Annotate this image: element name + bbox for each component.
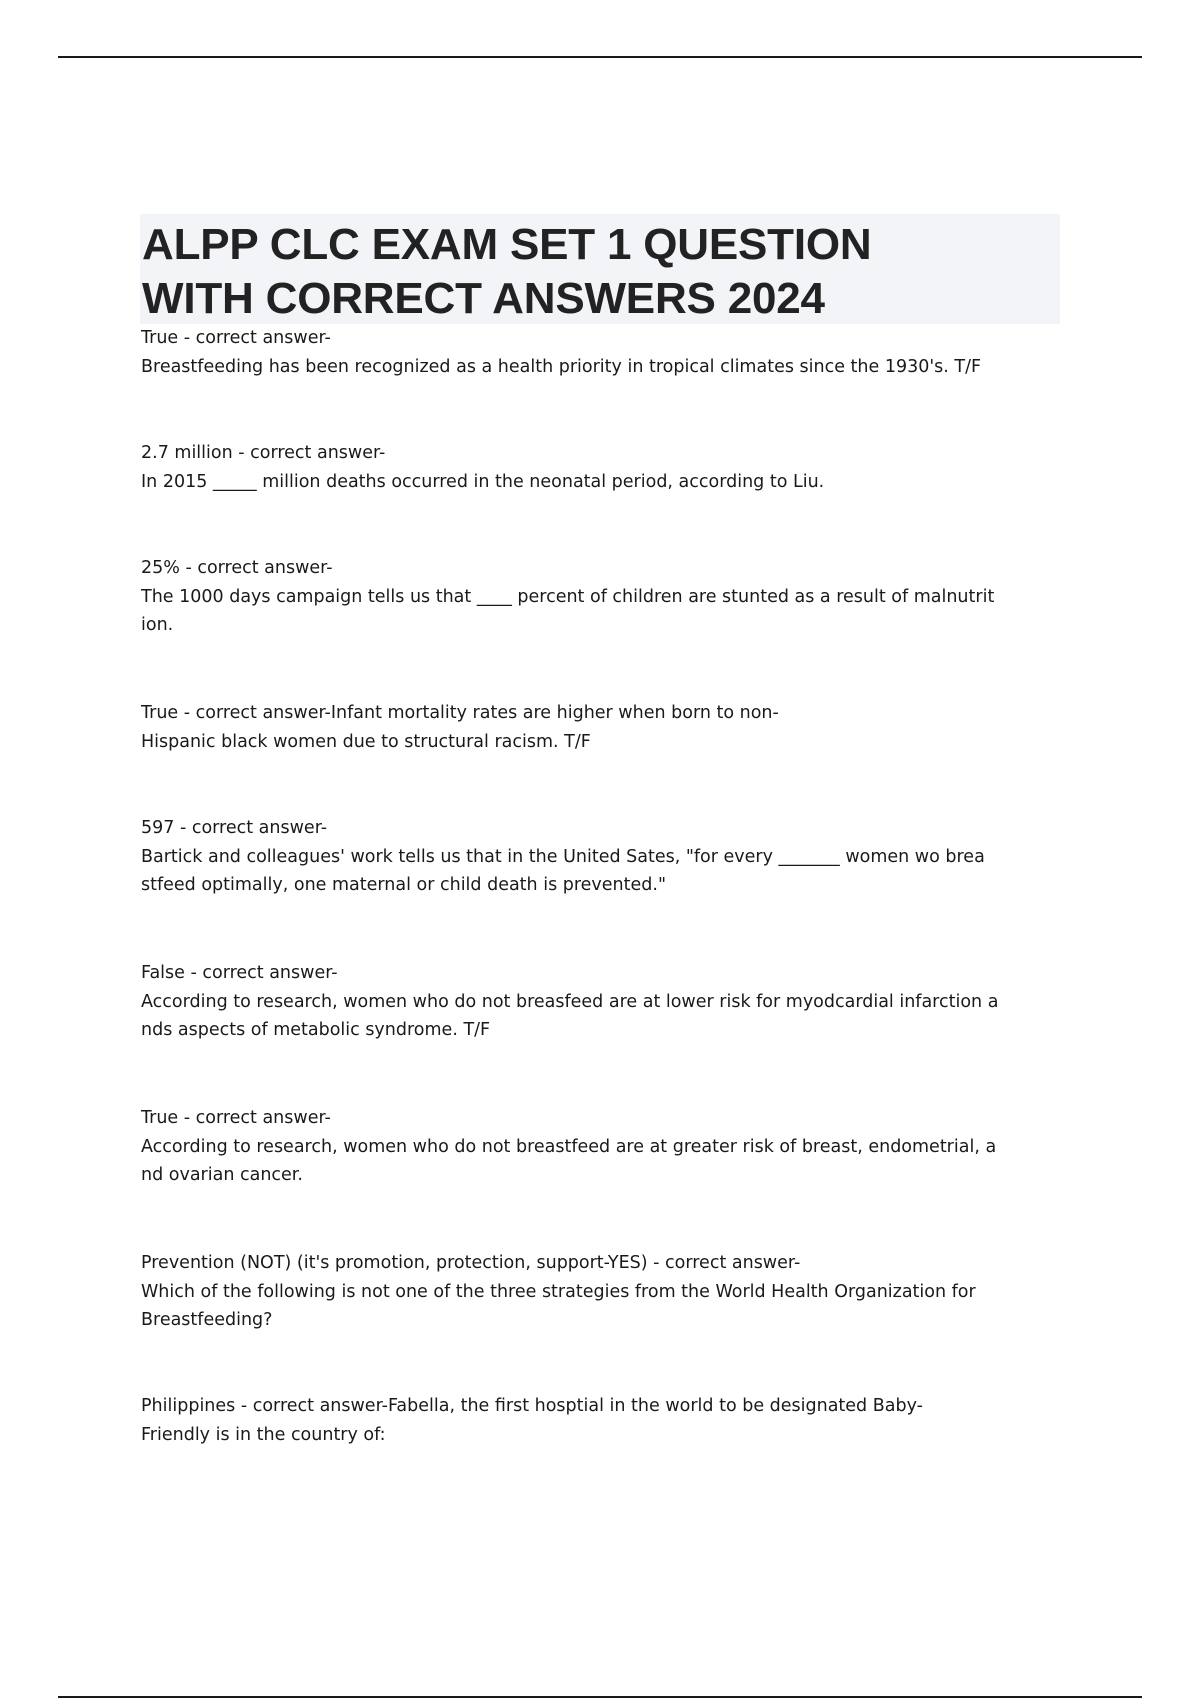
qa-answer-line: False - correct answer- [141,963,338,983]
document-title-line: WITH CORRECT ANSWERS 2024 [142,274,825,323]
qa-list [141,324,1057,1445]
qa-question-line: The 1000 days campaign tells us that ____ percent of children are stunted as a result of malnutrit [141,586,995,607]
qa-item [141,439,824,496]
qa-item [141,1392,923,1449]
qa-answer-line: True - correct answer-Infant mortality rates are higher when born to non- [141,703,779,723]
qa-question-line: Breastfeeding has been recognized as a health priority in tropical climates since the 1930's. T/F [141,356,982,377]
qa-question-line: Hispanic black women due to structural racism. T/F [141,731,591,752]
qa-question-line: According to research, women who do not breastfeed are at greater risk of breast, endometrial, a [141,1136,997,1157]
qa-question-line: nds aspects of metabolic syndrome. T/F [141,1020,491,1040]
qa-answer-line: True - correct answer- [141,1108,331,1128]
qa-item [141,1249,976,1335]
qa-question-line: Friendly is in the country of: [141,1424,386,1445]
qa-question-line: stfeed optimally, one maternal or child death is prevented." [141,875,666,895]
qa-item [141,959,998,1045]
qa-question-line: Bartick and colleagues' work tells us that in the United Sates, "for every _______ women wo brea [141,846,985,867]
qa-answer-line: 597 - correct answer- [141,818,328,838]
qa-answer-line: 25% - correct answer- [141,558,333,578]
qa-item [141,699,779,756]
document-title [140,214,1060,326]
document-title-line: ALPP CLC EXAM SET 1 QUESTION [142,220,872,269]
qa-answer-line: True - correct answer- [141,328,331,348]
qa-question-line: Breastfeeding? [141,1310,273,1330]
title-block [140,214,1060,324]
qa-item [141,814,985,900]
qa-item [141,324,981,381]
qa-item [141,1104,996,1190]
qa-question-line: ion. [141,615,174,635]
qa-answer-line: Philippines - correct answer-Fabella, the first hosptial in the world to be designated Baby- [141,1396,923,1416]
qa-question-line: In 2015 _____ million deaths occurred in the neonatal period, according to Liu. [141,471,825,492]
bottom-rule [58,1696,1142,1698]
qa-answer-line: Prevention (NOT) (it's promotion, protection, support-YES) - correct answer- [141,1253,801,1273]
qa-item [141,554,994,640]
top-rule [58,56,1142,58]
qa-question-line: Which of the following is not one of the three strategies from the World Health Organization for [141,1281,976,1302]
qa-question-line: According to research, women who do not breasfeed are at lower risk for myodcardial infarction a [141,991,999,1012]
qa-answer-line: 2.7 million - correct answer- [141,443,386,463]
qa-question-line: nd ovarian cancer. [141,1165,303,1185]
